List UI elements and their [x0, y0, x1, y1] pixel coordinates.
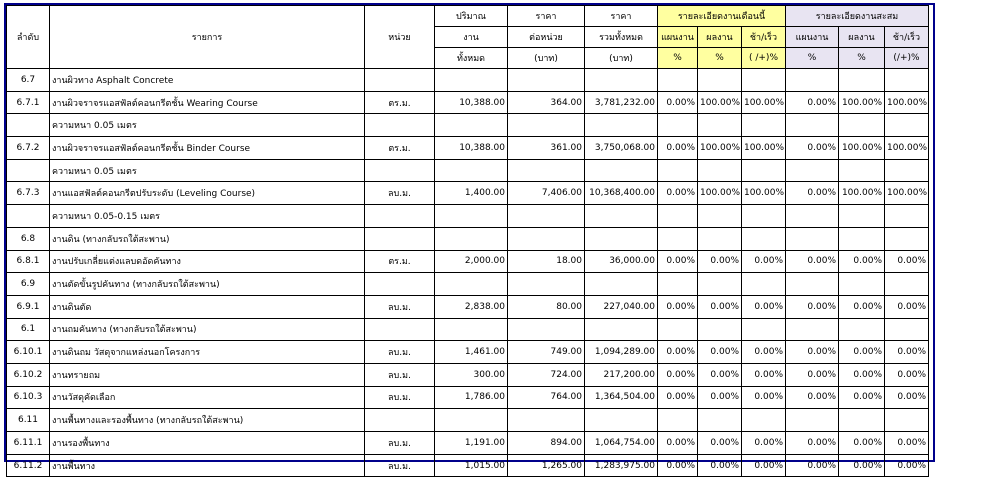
- row-no: [7, 205, 50, 228]
- row-price: [508, 114, 585, 137]
- header-total-3: (บาท): [585, 48, 658, 69]
- row-total: [585, 318, 658, 341]
- row-qty: 10,388.00: [435, 137, 508, 160]
- row-no: 6.7.1: [7, 91, 50, 114]
- row-item: งานรองพื้นทาง: [50, 432, 299, 455]
- table-row: [7, 137, 982, 160]
- row-cum-actual: 100.00%: [839, 182, 885, 205]
- row-unit: [365, 318, 435, 341]
- row-cum-diff: [885, 318, 929, 341]
- row-qty: [435, 159, 508, 182]
- row-month-actual: 100.00%: [698, 137, 742, 160]
- header-month-diff: ช้า/เร็ว: [742, 27, 786, 48]
- row-spacer: [299, 159, 365, 182]
- row-price: 7,406.00: [508, 182, 585, 205]
- row-price: 18.00: [508, 250, 585, 273]
- table-row: [7, 295, 982, 318]
- row-month-actual: [698, 69, 742, 92]
- row-item: ความหนา 0.05 เมตร: [50, 114, 299, 137]
- row-cum-diff: [885, 409, 929, 432]
- header-no: ลำดับ: [7, 6, 50, 69]
- row-item: งานผิวจราจรแอสฟัลต์คอนกรีตชั้น Binder Course: [50, 137, 299, 160]
- row-qty: 1,461.00: [435, 341, 508, 364]
- row-cum-diff: 100.00%: [885, 91, 929, 114]
- row-month-plan: 0.00%: [658, 341, 698, 364]
- header-total-1: ราคา: [585, 6, 658, 27]
- row-cum-plan: [786, 159, 839, 182]
- row-unit: [365, 227, 435, 250]
- header-cum-group: รายละเอียดงานสะสม: [786, 6, 929, 27]
- row-month-diff: [742, 69, 786, 92]
- row-item: งานวัสดุคัดเลือก: [50, 386, 299, 409]
- row-spacer: [299, 205, 365, 228]
- row-spacer: [299, 409, 365, 432]
- row-cum-plan: [786, 409, 839, 432]
- row-month-plan: [658, 114, 698, 137]
- row-unit: [365, 409, 435, 432]
- row-item: งานปรับเกลี่ยแต่งแลบดอัดคันทาง: [50, 250, 299, 273]
- row-qty: 10,388.00: [435, 91, 508, 114]
- row-cum-actual: [839, 318, 885, 341]
- row-total: 10,368,400.00: [585, 182, 658, 205]
- header-month-plan: แผนงาน: [658, 27, 698, 48]
- row-month-plan: [658, 227, 698, 250]
- row-month-actual: 0.00%: [698, 432, 742, 455]
- row-price: 764.00: [508, 386, 585, 409]
- row-month-diff: 100.00%: [742, 91, 786, 114]
- table-row: [7, 205, 982, 228]
- row-month-diff: [742, 318, 786, 341]
- header-qty-3: ทั้งหมด: [435, 48, 508, 69]
- row-qty: 1,400.00: [435, 182, 508, 205]
- row-cum-diff: 0.00%: [885, 295, 929, 318]
- row-qty: [435, 227, 508, 250]
- header-month-actual-unit: %: [698, 48, 742, 69]
- row-cum-actual: [839, 159, 885, 182]
- row-month-diff: [742, 159, 786, 182]
- row-cum-plan: 0.00%: [786, 295, 839, 318]
- header-qty-1: ปริมาณ: [435, 6, 508, 27]
- table-row: [7, 386, 982, 409]
- row-price: [508, 318, 585, 341]
- row-price: [508, 69, 585, 92]
- header-item: รายการ: [50, 6, 365, 69]
- row-cum-diff: [885, 69, 929, 92]
- row-qty: [435, 409, 508, 432]
- header-price-3: (บาท): [508, 48, 585, 69]
- row-month-plan: [658, 409, 698, 432]
- row-total: [585, 409, 658, 432]
- row-month-diff: [742, 409, 786, 432]
- row-qty: 1,191.00: [435, 432, 508, 455]
- row-price: 364.00: [508, 91, 585, 114]
- row-cum-plan: [786, 227, 839, 250]
- row-unit: [365, 159, 435, 182]
- row-cum-plan: [786, 318, 839, 341]
- row-spacer: [299, 318, 365, 341]
- row-cum-actual: [839, 114, 885, 137]
- row-cum-diff: 0.00%: [885, 363, 929, 386]
- table-row: [7, 91, 982, 114]
- table-row: [7, 363, 982, 386]
- row-cum-actual: [839, 273, 885, 296]
- table-row: [7, 69, 982, 92]
- row-month-diff: [742, 227, 786, 250]
- row-month-plan: 0.00%: [658, 250, 698, 273]
- row-qty: [435, 205, 508, 228]
- header-price-2: ต่อหน่วย: [508, 27, 585, 48]
- row-spacer: [299, 454, 365, 477]
- header-cum-diff: ช้า/เร็ว: [885, 27, 929, 48]
- row-cum-plan: 0.00%: [786, 250, 839, 273]
- table-row: [7, 250, 982, 273]
- row-month-plan: [658, 318, 698, 341]
- row-cum-actual: 0.00%: [839, 295, 885, 318]
- row-month-actual: [698, 227, 742, 250]
- row-cum-diff: [885, 227, 929, 250]
- row-cum-plan: 0.00%: [786, 91, 839, 114]
- row-spacer: [299, 91, 365, 114]
- header-month-diff-unit: ( /+)%: [742, 48, 786, 69]
- row-month-actual: [698, 409, 742, 432]
- row-unit: [365, 273, 435, 296]
- row-item: งานผิวจราจรแอสฟัลต์คอนกรีตชั้น Wearing Course: [50, 91, 299, 114]
- row-price: [508, 227, 585, 250]
- row-total: [585, 159, 658, 182]
- row-spacer: [299, 432, 365, 455]
- progress-report-sheet: [4, 3, 935, 472]
- row-price: [508, 273, 585, 296]
- row-no: 6.9: [7, 273, 50, 296]
- row-total: [585, 114, 658, 137]
- row-price: 1,265.00: [508, 454, 585, 477]
- row-unit: ลบ.ม.: [365, 386, 435, 409]
- row-price: [508, 409, 585, 432]
- row-cum-plan: [786, 69, 839, 92]
- row-cum-diff: 0.00%: [885, 432, 929, 455]
- row-cum-plan: [786, 273, 839, 296]
- row-month-plan: [658, 159, 698, 182]
- row-spacer: [299, 182, 365, 205]
- row-month-actual: [698, 273, 742, 296]
- row-cum-plan: [786, 205, 839, 228]
- row-no: 6.1: [7, 318, 50, 341]
- header-month-group: รายละเอียดงานเดือนนี้: [658, 6, 786, 27]
- row-cum-actual: 100.00%: [839, 91, 885, 114]
- row-month-diff: [742, 273, 786, 296]
- table-row: [7, 318, 982, 341]
- row-total: 3,750,068.00: [585, 137, 658, 160]
- row-total: 3,781,232.00: [585, 91, 658, 114]
- row-no: 6.7.3: [7, 182, 50, 205]
- row-unit: ลบ.ม.: [365, 454, 435, 477]
- row-month-diff: 0.00%: [742, 363, 786, 386]
- row-month-plan: 0.00%: [658, 363, 698, 386]
- table-row: [7, 159, 982, 182]
- row-cum-diff: [885, 205, 929, 228]
- row-unit: ลบ.ม.: [365, 363, 435, 386]
- row-total: [585, 69, 658, 92]
- row-total: 1,364,504.00: [585, 386, 658, 409]
- row-month-diff: 0.00%: [742, 250, 786, 273]
- row-qty: 300.00: [435, 363, 508, 386]
- row-no: 6.10.3: [7, 386, 50, 409]
- row-month-diff: 0.00%: [742, 295, 786, 318]
- row-total: 1,094,289.00: [585, 341, 658, 364]
- header-cum-actual: ผลงาน: [839, 27, 885, 48]
- row-qty: 2,000.00: [435, 250, 508, 273]
- row-month-diff: 100.00%: [742, 182, 786, 205]
- table-row: [7, 454, 982, 477]
- row-month-plan: 0.00%: [658, 386, 698, 409]
- row-spacer: [299, 363, 365, 386]
- header-cum-diff-unit: (/+)%: [885, 48, 929, 69]
- row-unit: ลบ.ม.: [365, 432, 435, 455]
- row-month-diff: 100.00%: [742, 137, 786, 160]
- row-cum-actual: [839, 69, 885, 92]
- row-cum-diff: 0.00%: [885, 386, 929, 409]
- row-month-diff: [742, 205, 786, 228]
- row-no: 6.8.1: [7, 250, 50, 273]
- row-no: 6.10.1: [7, 341, 50, 364]
- row-month-diff: 0.00%: [742, 341, 786, 364]
- row-qty: 1,015.00: [435, 454, 508, 477]
- table-row: [7, 182, 982, 205]
- row-month-actual: [698, 205, 742, 228]
- row-cum-actual: 0.00%: [839, 432, 885, 455]
- row-unit: ตร.ม.: [365, 250, 435, 273]
- table-row: [7, 432, 982, 455]
- row-item: ความหนา 0.05 เมตร: [50, 159, 299, 182]
- row-month-diff: 0.00%: [742, 432, 786, 455]
- row-qty: 2,838.00: [435, 295, 508, 318]
- table-row: [7, 227, 982, 250]
- row-cum-actual: 0.00%: [839, 250, 885, 273]
- row-month-actual: 0.00%: [698, 363, 742, 386]
- row-unit: ลบ.ม.: [365, 182, 435, 205]
- row-cum-plan: [786, 114, 839, 137]
- row-unit: ตร.ม.: [365, 137, 435, 160]
- row-item: งานตัดขั้นรูปคันทาง (ทางกลับรถใต้สะพาน): [50, 273, 299, 296]
- row-unit: ตร.ม.: [365, 91, 435, 114]
- row-cum-actual: 0.00%: [839, 386, 885, 409]
- progress-table: [6, 5, 982, 477]
- row-month-diff: 0.00%: [742, 386, 786, 409]
- row-cum-actual: [839, 205, 885, 228]
- row-no: [7, 114, 50, 137]
- row-qty: [435, 114, 508, 137]
- row-cum-plan: 0.00%: [786, 182, 839, 205]
- row-price: 361.00: [508, 137, 585, 160]
- row-price: [508, 159, 585, 182]
- row-month-plan: 0.00%: [658, 137, 698, 160]
- row-cum-diff: [885, 159, 929, 182]
- row-month-actual: 100.00%: [698, 182, 742, 205]
- row-no: 6.11: [7, 409, 50, 432]
- row-cum-plan: 0.00%: [786, 363, 839, 386]
- row-item: งานผิวทาง Asphalt Concrete: [50, 69, 299, 92]
- row-month-actual: 0.00%: [698, 341, 742, 364]
- row-spacer: [299, 341, 365, 364]
- row-month-actual: 0.00%: [698, 386, 742, 409]
- row-price: 749.00: [508, 341, 585, 364]
- row-cum-plan: 0.00%: [786, 341, 839, 364]
- row-month-plan: 0.00%: [658, 432, 698, 455]
- row-month-plan: [658, 273, 698, 296]
- row-unit: [365, 69, 435, 92]
- row-month-diff: 0.00%: [742, 454, 786, 477]
- row-item: งานพื้นทาง: [50, 454, 299, 477]
- row-cum-plan: 0.00%: [786, 386, 839, 409]
- row-cum-diff: 0.00%: [885, 454, 929, 477]
- row-total: [585, 273, 658, 296]
- row-total: [585, 227, 658, 250]
- row-spacer: [299, 114, 365, 137]
- row-cum-diff: 100.00%: [885, 137, 929, 160]
- table-row: [7, 114, 982, 137]
- table-row: [7, 341, 982, 364]
- row-no: [7, 159, 50, 182]
- row-unit: [365, 205, 435, 228]
- row-item: งานดิน (ทางกลับรถใต้สะพาน): [50, 227, 299, 250]
- row-no: 6.11.1: [7, 432, 50, 455]
- row-cum-actual: 0.00%: [839, 454, 885, 477]
- row-no: 6.7: [7, 69, 50, 92]
- table-row: [7, 409, 982, 432]
- row-month-plan: 0.00%: [658, 295, 698, 318]
- header-total-2: รวมทั้งหมด: [585, 27, 658, 48]
- header-price-1: ราคา: [508, 6, 585, 27]
- row-price: 724.00: [508, 363, 585, 386]
- row-item: งานดินตัด: [50, 295, 299, 318]
- row-cum-diff: 0.00%: [885, 250, 929, 273]
- row-cum-actual: [839, 409, 885, 432]
- row-cum-actual: [839, 227, 885, 250]
- row-no: 6.7.2: [7, 137, 50, 160]
- header-unit: หน่วย: [365, 6, 435, 69]
- row-spacer: [299, 273, 365, 296]
- row-cum-actual: 0.00%: [839, 363, 885, 386]
- row-cum-diff: [885, 114, 929, 137]
- row-spacer: [299, 69, 365, 92]
- row-qty: 1,786.00: [435, 386, 508, 409]
- header-qty-2: งาน: [435, 27, 508, 48]
- row-total: 36,000.00: [585, 250, 658, 273]
- row-total: 1,064,754.00: [585, 432, 658, 455]
- row-month-plan: 0.00%: [658, 91, 698, 114]
- row-qty: [435, 273, 508, 296]
- row-total: 217,200.00: [585, 363, 658, 386]
- row-spacer: [299, 386, 365, 409]
- header-cum-plan: แผนงาน: [786, 27, 839, 48]
- row-month-actual: 0.00%: [698, 250, 742, 273]
- row-cum-diff: 100.00%: [885, 182, 929, 205]
- row-cum-plan: 0.00%: [786, 432, 839, 455]
- row-month-plan: 0.00%: [658, 454, 698, 477]
- row-total: [585, 205, 658, 228]
- row-month-plan: [658, 69, 698, 92]
- row-spacer: [299, 227, 365, 250]
- row-unit: ลบ.ม.: [365, 295, 435, 318]
- row-total: 1,283,975.00: [585, 454, 658, 477]
- row-unit: ลบ.ม.: [365, 341, 435, 364]
- row-spacer: [299, 250, 365, 273]
- row-no: 6.8: [7, 227, 50, 250]
- row-item: งานพื้นทางและรองพื้นทาง (ทางกลับรถใต้สะพาน): [50, 409, 299, 432]
- row-price: 894.00: [508, 432, 585, 455]
- row-no: 6.10.2: [7, 363, 50, 386]
- row-unit: [365, 114, 435, 137]
- header-month-actual: ผลงาน: [698, 27, 742, 48]
- row-month-actual: 0.00%: [698, 295, 742, 318]
- row-total: 227,040.00: [585, 295, 658, 318]
- row-cum-diff: 0.00%: [885, 341, 929, 364]
- row-month-actual: 100.00%: [698, 91, 742, 114]
- row-item: ความหนา 0.05-0.15 เมตร: [50, 205, 299, 228]
- row-item: งานแอสฟัลต์คอนกรีตปรับระดับ (Leveling Course): [50, 182, 299, 205]
- row-price: [508, 205, 585, 228]
- table-body: [7, 69, 982, 477]
- row-month-plan: 0.00%: [658, 182, 698, 205]
- row-item: งานทรายถม: [50, 363, 299, 386]
- header-month-plan-unit: %: [658, 48, 698, 69]
- row-month-diff: [742, 114, 786, 137]
- row-qty: [435, 318, 508, 341]
- row-no: 6.11.2: [7, 454, 50, 477]
- row-cum-actual: 0.00%: [839, 341, 885, 364]
- row-spacer: [299, 295, 365, 318]
- header-cum-actual-unit: %: [839, 48, 885, 69]
- row-qty: [435, 69, 508, 92]
- row-month-actual: [698, 159, 742, 182]
- row-month-actual: 0.00%: [698, 454, 742, 477]
- row-month-plan: [658, 205, 698, 228]
- row-cum-plan: 0.00%: [786, 137, 839, 160]
- row-cum-plan: 0.00%: [786, 454, 839, 477]
- row-month-actual: [698, 114, 742, 137]
- row-cum-diff: [885, 273, 929, 296]
- row-item: งานดินถม วัสดุจากแหล่งนอกโครงการ: [50, 341, 299, 364]
- row-no: 6.9.1: [7, 295, 50, 318]
- row-month-actual: [698, 318, 742, 341]
- row-item: งานถมคันทาง (ทางกลับรถใต้สะพาน): [50, 318, 299, 341]
- table-row: [7, 273, 982, 296]
- row-cum-actual: 100.00%: [839, 137, 885, 160]
- row-price: 80.00: [508, 295, 585, 318]
- header-cum-plan-unit: %: [786, 48, 839, 69]
- row-spacer: [299, 137, 365, 160]
